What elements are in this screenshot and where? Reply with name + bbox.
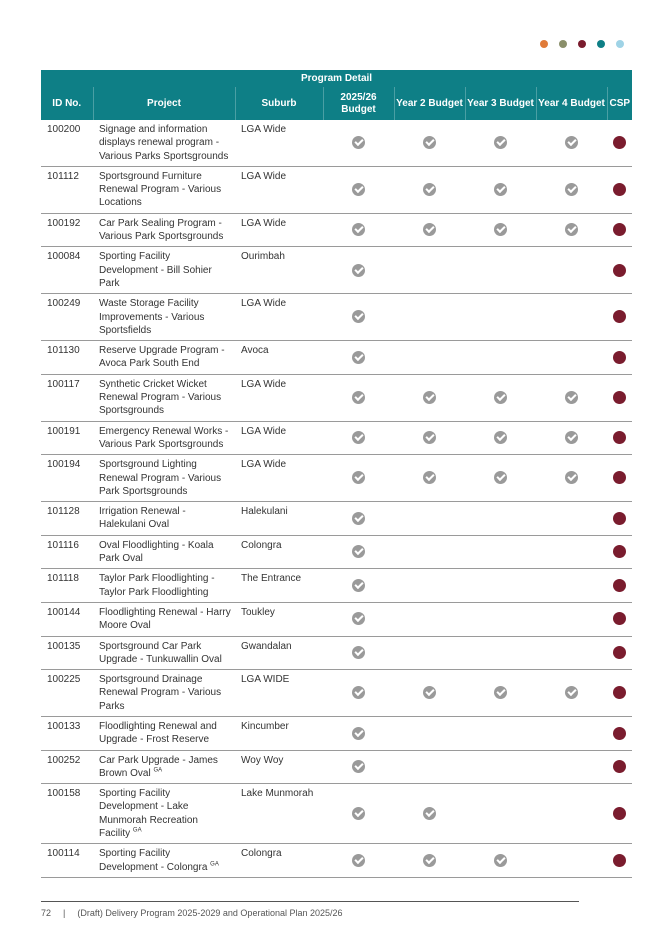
budget-y2-cell [394,374,465,421]
csp-cell [607,502,632,536]
budget-y4-cell [536,213,607,247]
row-id: 100194 [41,455,93,502]
csp-dot-icon [613,686,626,699]
decor-dot [616,40,624,48]
budget-y2-cell [394,455,465,502]
decor-dot [540,40,548,48]
csp-dot-icon [613,183,626,196]
project-name: Sportsground Lighting Renewal Program - Various Park Sportsgrounds [99,459,222,497]
row-project [93,374,235,421]
project-name: Sportsground Car Park Upgrade - Tunkuwallin Oval [99,640,222,665]
row-suburb: Colongra [235,844,323,878]
budget-y2-cell [394,602,465,636]
row-project [93,247,235,294]
decor-dot [597,40,605,48]
budget-y1-cell [323,455,394,502]
budget-y3-cell [465,569,536,603]
project-name: Sporting Facility Development - Lake Munmorah Recreation Facility [99,788,198,840]
row-id: 100114 [41,844,93,878]
project-name: Synthetic Cricket Wicket Renewal Program - Various Sportsgrounds [99,378,222,417]
row-project [93,670,235,717]
budget-y4-cell [536,750,607,784]
budget-y3-cell [465,213,536,247]
budget-y1-cell [323,636,394,670]
csp-cell [607,294,632,341]
row-project [93,844,235,878]
col-budget-year3-header: Year 3 Budget [465,87,536,120]
csp-cell [607,636,632,670]
budget-y3-cell [465,535,536,569]
budget-y3-cell [465,455,536,502]
budget-y2-cell [394,294,465,341]
budget-y3-cell [465,421,536,455]
row-suburb: LGA Wide [235,120,323,166]
budget-y1-cell [323,502,394,536]
csp-dot-icon [613,807,626,820]
budget-y1-cell [323,716,394,750]
table-row [41,784,632,844]
check-icon [565,223,578,236]
budget-y1-cell [323,166,394,213]
budget-y3-cell [465,294,536,341]
funding-superscript: GA [132,827,142,834]
check-icon [565,391,578,404]
csp-cell [607,602,632,636]
col-budget-year2-header: Year 2 Budget [394,87,465,120]
row-project [93,166,235,213]
check-icon [494,686,507,699]
check-icon [352,612,365,625]
budget-y3-cell [465,341,536,375]
row-suburb: Toukley [235,602,323,636]
check-icon [352,579,365,592]
budget-y4-cell [536,341,607,375]
csp-cell [607,213,632,247]
project-name: Car Park Upgrade - James Brown Oval [99,754,218,779]
csp-cell [607,421,632,455]
row-suburb: LGA Wide [235,455,323,502]
check-icon [352,310,365,323]
table-row [41,294,632,341]
row-project [93,294,235,341]
row-project [93,569,235,603]
col-budget-year4-header: Year 4 Budget [536,87,607,120]
footer-separator: | [63,908,66,918]
row-id: 101112 [41,166,93,213]
budget-y4-cell [536,421,607,455]
row-suburb: LGA Wide [235,421,323,455]
row-id: 100191 [41,421,93,455]
budget-y1-cell [323,569,394,603]
check-icon [565,136,578,149]
budget-y4-cell [536,602,607,636]
budget-y2-cell [394,670,465,717]
budget-y3-cell [465,784,536,844]
row-suburb: LGA Wide [235,374,323,421]
budget-y3-cell [465,247,536,294]
csp-dot-icon [613,545,626,558]
csp-dot-icon [613,760,626,773]
funding-superscript: GA [153,767,163,774]
budget-y4-cell [536,455,607,502]
table-row [41,166,632,213]
table-row [41,502,632,536]
table-row [41,455,632,502]
row-id: 100144 [41,602,93,636]
row-project [93,535,235,569]
funding-superscript: GA [210,861,219,868]
budget-y3-cell [465,374,536,421]
check-icon [423,223,436,236]
row-id: 101130 [41,341,93,375]
project-name: Sporting Facility Development - Bill Sohier Park [99,251,212,289]
budget-y1-cell [323,844,394,878]
check-icon [352,686,365,699]
budget-y1-cell [323,341,394,375]
check-icon [423,183,436,196]
check-icon [352,223,365,236]
budget-y1-cell [323,750,394,784]
project-name: Signage and information displays renewal program - Various Parks Sportsgrounds [99,124,229,162]
budget-y3-cell [465,502,536,536]
budget-y2-cell [394,166,465,213]
table-row [41,569,632,603]
check-icon [352,351,365,364]
project-name: Oval Floodlighting - Koala Park Oval [99,539,214,565]
budget-y4-cell [536,535,607,569]
budget-y1-cell [323,213,394,247]
check-icon [494,223,507,236]
col-csp-header: CSP [607,87,632,120]
budget-y1-cell [323,247,394,294]
budget-y2-cell [394,750,465,784]
budget-y4-cell [536,784,607,844]
csp-dot-icon [613,223,626,236]
budget-y4-cell [536,502,607,536]
budget-y3-cell [465,636,536,670]
project-name: Car Park Sealing Program - Various Park Sportsgrounds [99,217,224,243]
row-suburb: Kincumber [235,716,323,750]
col-id-header: ID No. [41,87,93,120]
check-icon [494,183,507,196]
budget-y3-cell [465,166,536,213]
decorative-dots [540,40,635,48]
csp-dot-icon [613,612,626,625]
check-icon [352,545,365,558]
table-row [41,750,632,784]
row-project [93,716,235,750]
row-id: 101116 [41,535,93,569]
check-icon [565,431,578,444]
decor-dot [559,40,567,48]
csp-cell [607,569,632,603]
budget-y3-cell [465,716,536,750]
budget-y3-cell [465,670,536,717]
budget-y2-cell [394,213,465,247]
decor-dot [578,40,586,48]
check-icon [352,760,365,773]
row-suburb: Ourimbah [235,247,323,294]
csp-dot-icon [613,854,626,867]
check-icon [423,854,436,867]
check-icon [494,471,507,484]
row-project [93,341,235,375]
budget-y2-cell [394,535,465,569]
csp-dot-icon [613,391,626,404]
budget-y1-cell [323,535,394,569]
csp-cell [607,247,632,294]
col-suburb-header: Suburb [235,87,323,120]
check-icon [494,854,507,867]
budget-y3-cell [465,120,536,166]
csp-dot-icon [613,646,626,659]
row-suburb: LGA Wide [235,166,323,213]
row-id: 100117 [41,374,93,421]
footer-rule [41,901,579,902]
budget-y4-cell [536,844,607,878]
row-id: 100249 [41,294,93,341]
row-project [93,120,235,166]
budget-y2-cell [394,341,465,375]
csp-dot-icon [613,310,626,323]
project-name: Emergency Renewal Works - Various Park Sportsgrounds [99,425,229,450]
budget-y1-cell [323,670,394,717]
budget-y1-cell [323,294,394,341]
col-project-header: Project [93,87,235,120]
row-suburb: Avoca [235,341,323,375]
budget-y3-cell [465,602,536,636]
row-project [93,750,235,784]
row-project [93,784,235,844]
check-icon [352,646,365,659]
budget-y2-cell [394,120,465,166]
check-icon [423,391,436,404]
check-icon [565,183,578,196]
check-icon [352,183,365,196]
row-project [93,502,235,536]
row-suburb: Gwandalan [235,636,323,670]
csp-dot-icon [613,579,626,592]
table-row [41,341,632,375]
csp-dot-icon [613,727,626,740]
budget-y4-cell [536,166,607,213]
row-suburb: Woy Woy [235,750,323,784]
check-icon [352,854,365,867]
footer-title: (Draft) Delivery Program 2025-2029 and Operational Plan 2025/26 [77,908,343,918]
table-row [41,844,632,878]
check-icon [352,512,365,525]
row-id: 100084 [41,247,93,294]
budget-y4-cell [536,120,607,166]
csp-dot-icon [613,136,626,149]
budget-y2-cell [394,636,465,670]
budget-y4-cell [536,247,607,294]
check-icon [352,471,365,484]
project-name: Waste Storage Facility Improvements - Various Sportsfields [99,298,205,336]
row-suburb: LGA WIDE [235,670,323,717]
budget-y1-cell [323,374,394,421]
row-project [93,636,235,670]
check-icon [565,471,578,484]
page-footer [41,908,343,918]
budget-y2-cell [394,844,465,878]
row-suburb: LGA Wide [235,213,323,247]
csp-cell [607,716,632,750]
row-suburb: The Entrance [235,569,323,603]
row-id: 100135 [41,636,93,670]
csp-dot-icon [613,431,626,444]
check-icon [352,136,365,149]
row-id: 100225 [41,670,93,717]
check-icon [352,264,365,277]
check-icon [423,686,436,699]
row-suburb: Colongra [235,535,323,569]
budget-y4-cell [536,670,607,717]
csp-dot-icon [613,264,626,277]
row-id: 100158 [41,784,93,844]
project-name: Floodlighting Renewal - Harry Moore Oval [99,606,231,632]
table-row [41,421,632,455]
csp-dot-icon [613,512,626,525]
project-name: Reserve Upgrade Program - Avoca Park South End [99,345,225,370]
table-row [41,213,632,247]
budget-y4-cell [536,716,607,750]
csp-cell [607,750,632,784]
csp-cell [607,670,632,717]
check-icon [494,431,507,444]
csp-cell [607,374,632,421]
table-row [41,636,632,670]
budget-y1-cell [323,602,394,636]
budget-y2-cell [394,421,465,455]
csp-cell [607,535,632,569]
budget-y2-cell [394,569,465,603]
row-project [93,213,235,247]
csp-cell [607,844,632,878]
table-row [41,120,632,166]
table-row [41,670,632,717]
check-icon [352,727,365,740]
program-detail-table [41,70,632,878]
csp-cell [607,341,632,375]
csp-cell [607,166,632,213]
row-project [93,421,235,455]
table-row [41,374,632,421]
row-id: 100252 [41,750,93,784]
budget-y1-cell [323,120,394,166]
check-icon [423,431,436,444]
row-suburb: LGA Wide [235,294,323,341]
budget-y2-cell [394,247,465,294]
row-id: 101128 [41,502,93,536]
row-project [93,455,235,502]
check-icon [423,471,436,484]
budget-y3-cell [465,844,536,878]
row-suburb: Lake Munmorah [235,784,323,844]
budget-y1-cell [323,784,394,844]
check-icon [352,431,365,444]
budget-y2-cell [394,502,465,536]
project-name: Sportsground Furniture Renewal Program - Various Locations [99,170,222,209]
csp-cell [607,455,632,502]
project-name: Sporting Facility Development - Colongra [99,848,208,873]
project-name: Sportsground Drainage Renewal Program - Various Parks [99,674,222,712]
budget-y4-cell [536,294,607,341]
group-header: Program Detail [41,70,632,87]
csp-cell [607,784,632,844]
page-number: 72 [41,908,52,918]
table-row [41,716,632,750]
budget-y3-cell [465,750,536,784]
table-row [41,535,632,569]
csp-dot-icon [613,351,626,364]
row-project [93,602,235,636]
budget-y4-cell [536,636,607,670]
row-id: 101118 [41,569,93,603]
check-icon [565,686,578,699]
check-icon [423,136,436,149]
csp-cell [607,120,632,166]
project-name: Floodlighting Renewal and Upgrade - Frost Reserve [99,720,217,746]
check-icon [423,807,436,820]
row-suburb: Halekulani [235,502,323,536]
row-id: 100192 [41,213,93,247]
csp-dot-icon [613,471,626,484]
budget-y1-cell [323,421,394,455]
col-budget-2025-header: 2025/26 Budget [323,87,394,120]
budget-y2-cell [394,716,465,750]
check-icon [352,807,365,820]
table-row [41,247,632,294]
check-icon [352,391,365,404]
budget-y4-cell [536,569,607,603]
budget-y4-cell [536,374,607,421]
row-id: 100200 [41,120,93,166]
table-row [41,602,632,636]
project-name: Taylor Park Floodlighting - Taylor Park Floodlighting [99,573,215,598]
check-icon [494,391,507,404]
row-id: 100133 [41,716,93,750]
budget-y2-cell [394,784,465,844]
project-name: Irrigation Renewal - Halekulani Oval [99,506,186,531]
check-icon [494,136,507,149]
